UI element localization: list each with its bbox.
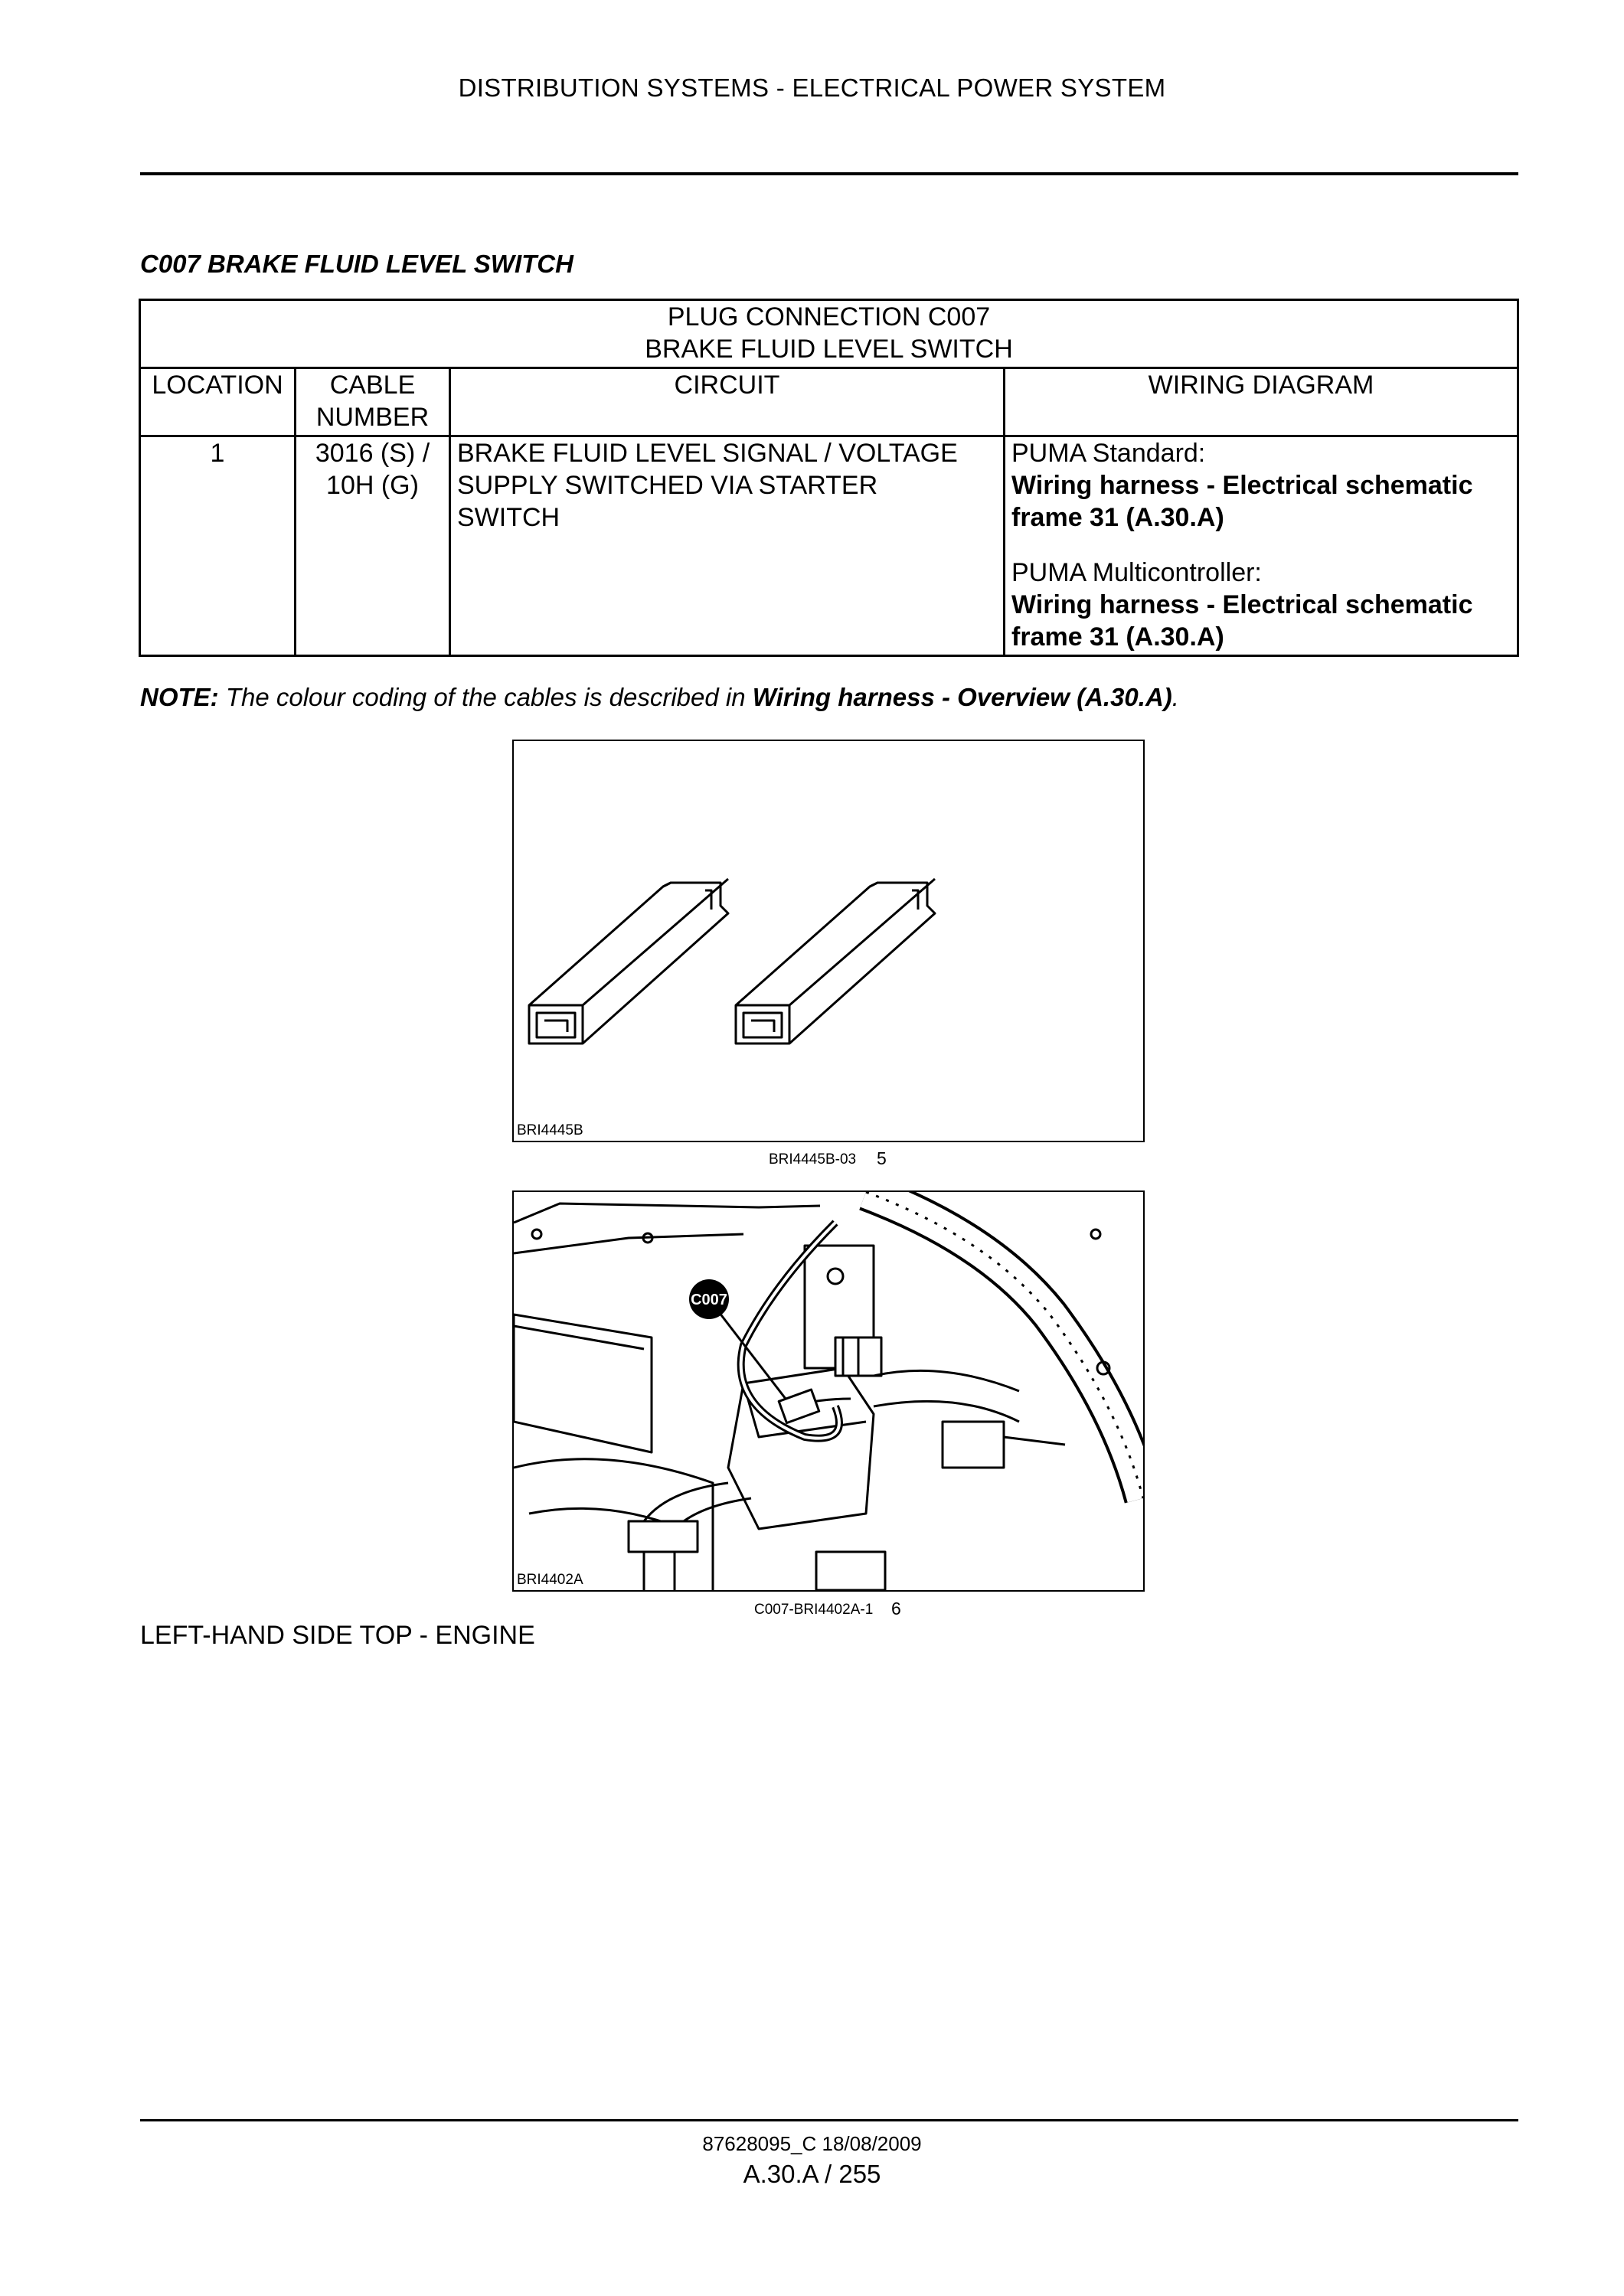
note-end: .: [1171, 683, 1179, 711]
column-header-circuit: CIRCUIT: [450, 368, 1005, 436]
figure2-caption-code: C007-BRI4402A-1: [754, 1602, 874, 1618]
cable-number-line1: 3016 (S) /: [315, 439, 430, 468]
section-title: C007 BRAKE FLUID LEVEL SWITCH: [140, 250, 573, 278]
cell-wiring-diagram: [1005, 436, 1518, 656]
puma-standard-label: PUMA Standard:: [1011, 439, 1206, 468]
header-rule: [140, 172, 1518, 175]
column-header-cable-number: [296, 368, 450, 436]
c007-callout: [689, 1279, 729, 1319]
figure1-number: 5: [877, 1148, 887, 1168]
circuit-line1: BRAKE FLUID LEVEL SIGNAL / VOLTAGE: [457, 439, 958, 468]
connector-figure: [512, 740, 1145, 1142]
puma-multicontroller-link-line2[interactable]: frame 31 (A.30.A): [1011, 622, 1224, 652]
connector-icon-right: [736, 879, 935, 1043]
engine-illustration: [514, 1192, 1143, 1590]
puma-multicontroller-link-line1[interactable]: Wiring harness - Electrical schematic: [1011, 590, 1473, 619]
table-heading-row: [140, 300, 1518, 368]
puma-standard-link-line1[interactable]: Wiring harness - Electrical schematic: [1011, 471, 1473, 500]
figure1-caption-code: BRI4445B-03: [769, 1151, 857, 1168]
note-paragraph: [140, 683, 1179, 712]
table-heading-line1: PLUG CONNECTION C007: [667, 302, 991, 331]
connector-icon-left: [529, 879, 728, 1043]
column-header-location: LOCATION: [140, 368, 296, 436]
circuit-line3: SWITCH: [457, 503, 560, 532]
column-header-wiring-diagram: WIRING DIAGRAM: [1005, 368, 1518, 436]
note-link[interactable]: Wiring harness - Overview (A.30.A): [752, 683, 1172, 711]
figure2-number: 6: [891, 1599, 901, 1618]
circuit-line2: SUPPLY SWITCHED VIA STARTER: [457, 471, 878, 500]
cell-circuit: [450, 436, 1005, 656]
location-description: LEFT-HAND SIDE TOP - ENGINE: [140, 1621, 535, 1650]
footer-rule: [140, 2119, 1518, 2121]
table-heading-cell: [140, 300, 1518, 368]
c007-callout-label: C007: [691, 1292, 727, 1308]
cell-location: 1: [140, 436, 296, 656]
connector-illustration: [514, 741, 1143, 1141]
cable-header-line1: CABLE: [329, 371, 416, 400]
footer-document-code: 87628095_C 18/08/2009: [702, 2132, 922, 2155]
table-column-header-row: [140, 368, 1518, 436]
figure2-code: BRI4402A: [517, 1572, 583, 1588]
footer-page-number: A.30.A / 255: [743, 2160, 881, 2188]
puma-multicontroller-label: PUMA Multicontroller:: [1011, 558, 1262, 587]
cable-number-line2: 10H (G): [326, 471, 419, 500]
cell-cable-number: [296, 436, 450, 656]
cable-header-line2: NUMBER: [315, 403, 430, 432]
note-text: The colour coding of the cables is described in: [218, 683, 753, 711]
connection-table: [139, 299, 1519, 657]
figure1-code: BRI4445B: [517, 1122, 583, 1138]
puma-standard-link-line2[interactable]: frame 31 (A.30.A): [1011, 503, 1224, 532]
spacer: [1011, 534, 1511, 557]
engine-photo-figure: [512, 1190, 1145, 1592]
page-header-title: DISTRIBUTION SYSTEMS - ELECTRICAL POWER SYSTEM: [458, 73, 1166, 102]
note-label: NOTE:: [140, 683, 219, 711]
engine-line-art: [514, 1192, 1143, 1590]
table-row: [140, 436, 1518, 656]
table-heading-line2: BRAKE FLUID LEVEL SWITCH: [645, 335, 1013, 364]
